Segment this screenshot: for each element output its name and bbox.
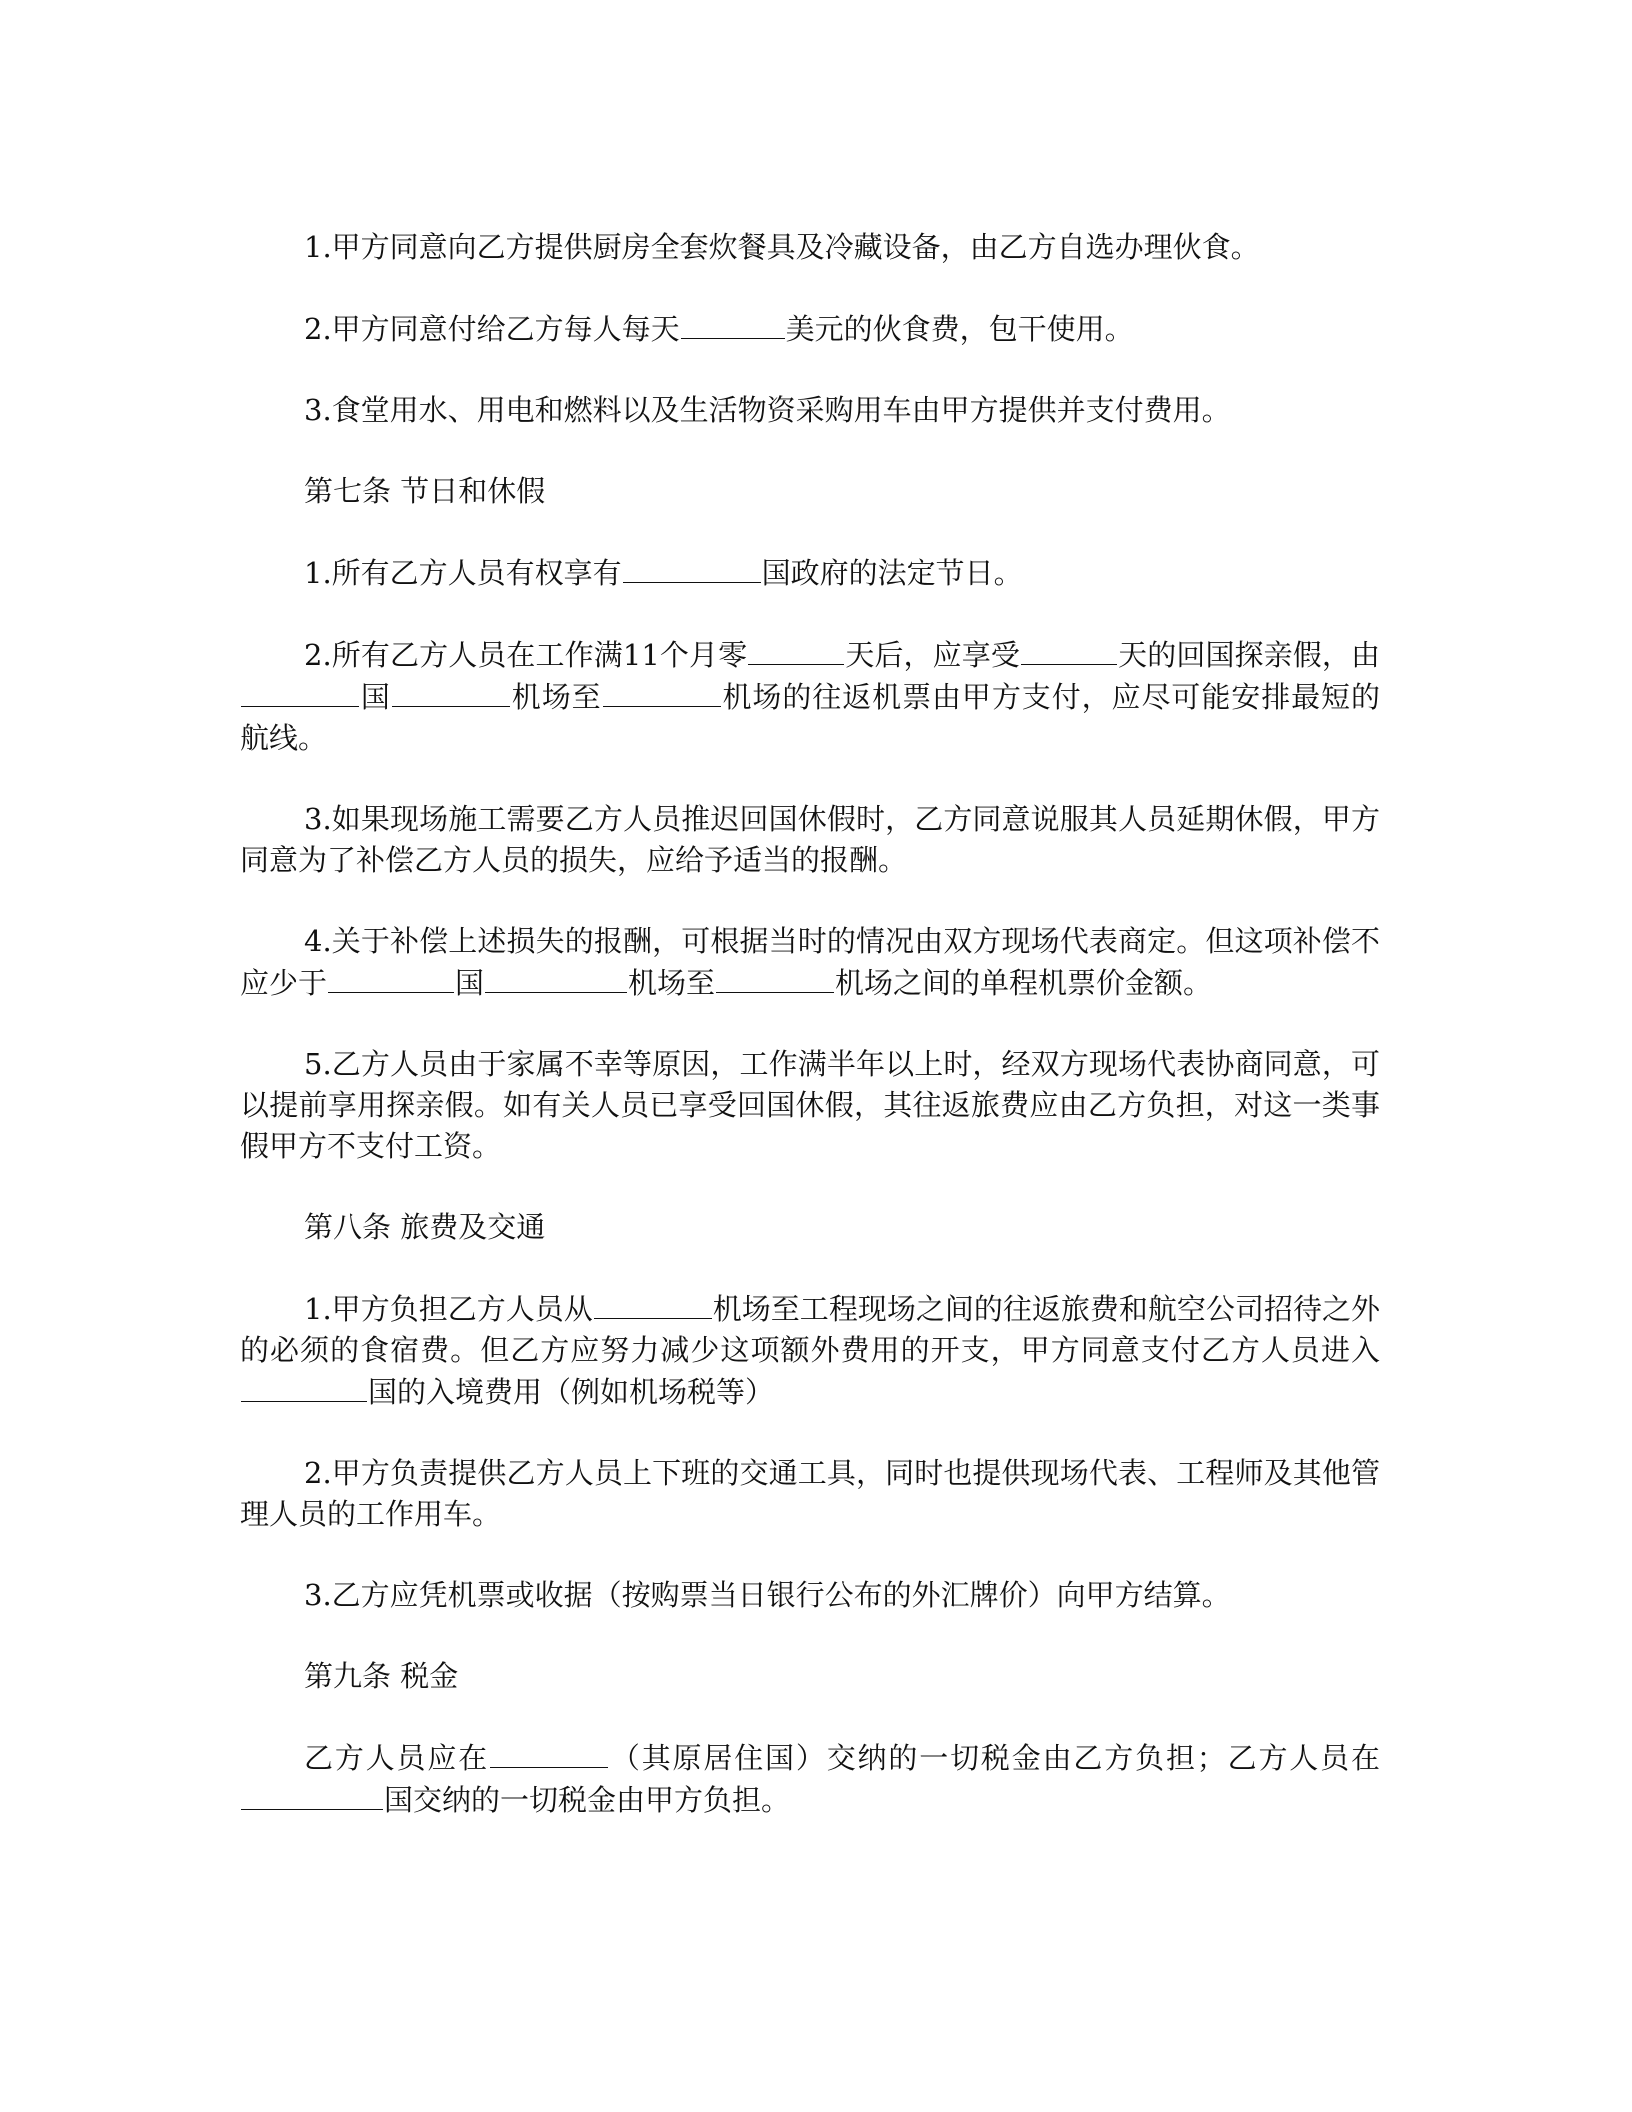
- paragraph-meals-1: 1.甲方同意向乙方提供厨房全套炊餐具及冷藏设备，由乙方自选办理伙食。: [304, 230, 1260, 264]
- blank-field[interactable]: [748, 634, 844, 665]
- article-8-heading: 第八条 旅费及交通: [304, 1210, 546, 1244]
- blank-field[interactable]: [485, 962, 627, 993]
- blank-field[interactable]: [490, 1737, 608, 1768]
- document-page: [240, 227, 1380, 1861]
- article-9-heading: 第九条 税金: [304, 1659, 459, 1693]
- paragraph-holiday-1: 1.所有乙方人员有权享有 国政府的法定节日。: [240, 552, 1380, 594]
- paragraph-travel-1: 1.甲方负担乙方人员从 机场至工程现场之间的往返旅费和航空公司招待之外的必须的食宿费。但乙方应努力减少这项额外费用的开支，甲方同意支付乙方人员进入国的入境费用（例如机场税等）: [240, 1288, 1380, 1413]
- paragraph-tax-1: 乙方人员应在 （其原居住国）交纳的一切税金由乙方负担；乙方人员在国交纳的一切税金由甲方负担。: [240, 1737, 1380, 1821]
- paragraph-travel-2: 2.甲方负责提供乙方人员上下班的交通工具，同时也提供现场代表、工程师及其他管理人员的工作用车。: [240, 1456, 1380, 1531]
- blank-field[interactable]: [392, 676, 510, 707]
- paragraph-meals-2: 2.甲方同意付给乙方每人每天 美元的伙食费，包干使用。: [240, 308, 1380, 350]
- paragraph-meals-3: 3.食堂用水、用电和燃料以及生活物资采购用车由甲方提供并支付费用。: [304, 393, 1231, 427]
- blank-field[interactable]: [241, 1371, 367, 1402]
- blank-field[interactable]: [716, 962, 834, 993]
- blank-field[interactable]: [594, 1288, 712, 1319]
- blank-field[interactable]: [241, 676, 359, 707]
- blank-field[interactable]: [241, 1779, 383, 1810]
- article-7-heading: 第七条 节日和休假: [304, 474, 546, 508]
- blank-field[interactable]: [603, 676, 721, 707]
- blank-field[interactable]: [1021, 634, 1117, 665]
- blank-field[interactable]: [328, 962, 454, 993]
- paragraph-holiday-4: 4.关于补偿上述损失的报酬，可根据当时的情况由双方现场代表商定。但这项补偿不应少于 国 机场至 机场之间的单程机票价金额。: [240, 924, 1380, 1000]
- paragraph-holiday-3: 3.如果现场施工需要乙方人员推迟回国休假时，乙方同意说服其人员延期休假，甲方同意为了补偿乙方人员的损失，应给予适当的报酬。: [240, 802, 1380, 877]
- blank-field[interactable]: [681, 308, 785, 339]
- blank-field[interactable]: [623, 552, 761, 583]
- paragraph-holiday-5: 5.乙方人员由于家属不幸等原因，工作满半年以上时，经双方现场代表协商同意，可以提前享用探亲假。如有关人员已享受回国休假，其往返旅费应由乙方负担，对这一类事假甲方不支付工资。: [240, 1047, 1380, 1163]
- paragraph-holiday-2: 2.所有乙方人员在工作满11个月零 天后，应享受 天的回国探亲假，由国 机场至 机场的往返机票由甲方支付，应尽可能安排最短的航线。: [240, 634, 1380, 759]
- paragraph-travel-3: 3.乙方应凭机票或收据（按购票当日银行公布的外汇牌价）向甲方结算。: [304, 1578, 1231, 1612]
